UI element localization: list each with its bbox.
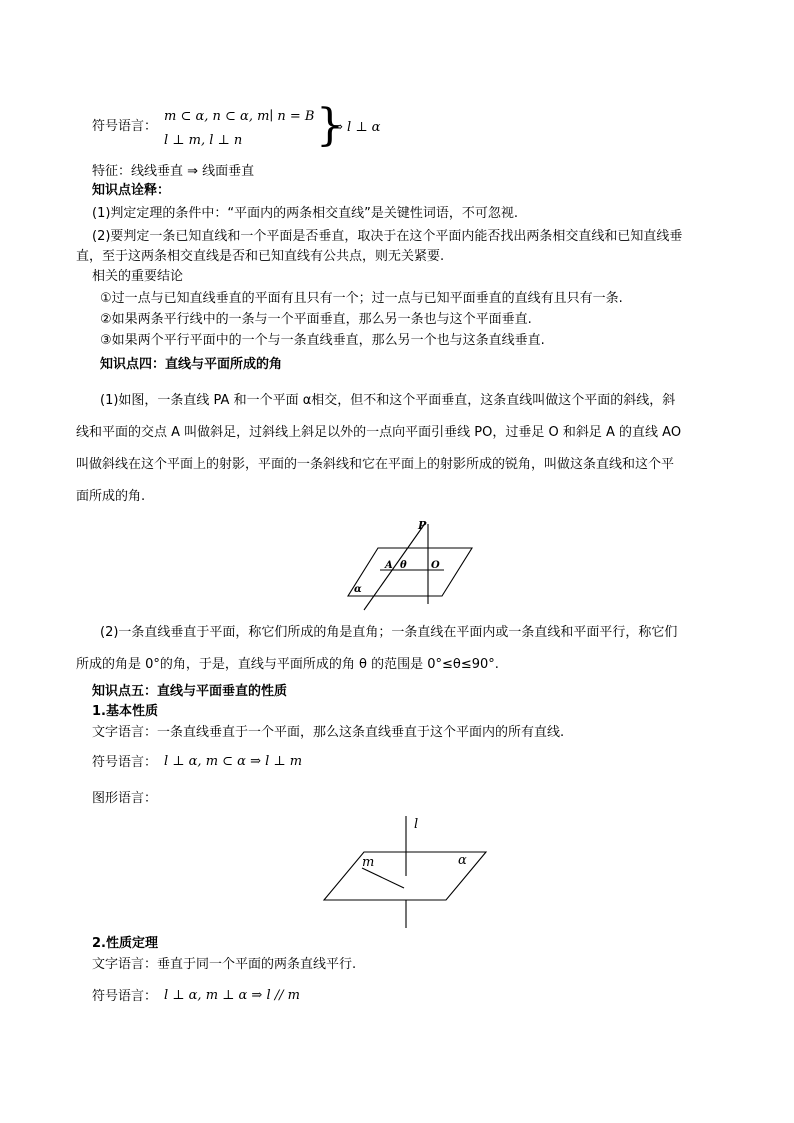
kp4-paragraph-1-line-3: 叫做斜线在这个平面上的射影，平面的一条斜线和它在平面上的射影所成的锐角，叫做这条直线和这个平 — [76, 457, 675, 472]
kp4-paragraph-2-line-2: 所成的角是 0°的角，于是，直线与平面所成的角 θ 的范围是 0°≤θ≤90°. — [76, 657, 499, 672]
right-brace-icon: } — [316, 100, 344, 151]
label-p: P — [418, 519, 427, 532]
theorem-symbol-label: 符号语言： — [92, 989, 158, 1004]
kp4-paragraph-1-line-4: 面所成的角. — [76, 489, 146, 504]
label-o: O — [431, 560, 440, 571]
basic-property-text: 文字语言：一条直线垂直于一个平面，那么这条直线垂直于这个平面内的所有直线. — [92, 725, 565, 740]
basic-property-title: 1.基本性质 — [92, 704, 158, 719]
figure-language-label: 图形语言： — [92, 791, 158, 806]
label-alpha: α — [458, 853, 467, 868]
label-l: l — [414, 817, 419, 832]
theorem-text: 文字语言：垂直于同一个平面的两条直线平行. — [92, 957, 357, 972]
feature-line: 特征：线线垂直 ⇒ 线面垂直 — [92, 164, 255, 179]
label-a: A — [385, 560, 393, 571]
kp4-paragraph-1-line-2: 线和平面的交点 A 叫做斜足，过斜线上斜足以外的一点向平面引垂线 PO，过垂足 O 和斜足 A 的直线 AO — [76, 425, 682, 440]
symbol-condition-2: l ⊥ m, l ⊥ n — [164, 133, 243, 148]
theorem-title: 2.性质定理 — [92, 936, 158, 951]
symbol-result: ⇒ l ⊥ α — [332, 120, 381, 135]
label-theta: θ — [400, 560, 407, 571]
label-m: m — [362, 855, 375, 870]
explain-item-2-line-1: (2)要判定一条已知直线和一个平面是否垂直，取决于在这个平面内能否找出两条相交直线和已知直线垂 — [92, 229, 683, 244]
kp4-paragraph-1-line-1: (1)如图，一条直线 PA 和一个平面 α相交，但不和这个平面垂直，这条直线叫做这个平面的斜线，斜 — [100, 393, 676, 408]
line-perpendicular-plane-figure — [320, 812, 492, 932]
conclusion-2: ②如果两条平行线中的一条与一个平面垂直，那么另一条也与这个平面垂直. — [100, 312, 532, 327]
kp5-title: 知识点五：直线与平面垂直的性质 — [92, 684, 288, 699]
plane-alpha-parallelogram — [348, 548, 472, 596]
label-alpha: α — [354, 584, 362, 595]
conclusion-title: 相关的重要结论 — [92, 269, 184, 284]
conclusion-3: ③如果两个平行平面中的一个与一条直线垂直，那么另一个也与这条直线垂直. — [100, 333, 545, 348]
kp4-title: 知识点四：直线与平面所成的角 — [100, 357, 283, 372]
symbol-condition-1: m ⊂ α, n ⊂ α, m∣ n = B — [164, 109, 315, 124]
explain-item-2-line-2: 直，至于这两条相交直线是否和已知直线有公共点，则无关紧要. — [76, 249, 445, 264]
explain-item-1: (1)判定定理的条件中：“平面内的两条相交直线”是关键性词语，不可忽视. — [92, 206, 519, 221]
symbol-label: 符号语言： — [92, 119, 158, 134]
theorem-symbol-formula: l ⊥ α, m ⊥ α ⇒ l // m — [164, 988, 300, 1003]
basic-symbol-label: 符号语言： — [92, 755, 158, 770]
conclusion-1: ①过一点与已知直线垂直的平面有且只有一个；过一点与已知平面垂直的直线有且只有一条. — [100, 291, 623, 306]
oblique-line-pa — [364, 522, 426, 610]
kp4-paragraph-2-line-1: (2)一条直线垂直于平面，称它们所成的角是直角；一条直线在平面内或一条直线和平面平行，称它们 — [100, 625, 678, 640]
line-m — [362, 868, 404, 888]
explain-title: 知识点诠释： — [92, 183, 171, 198]
basic-symbol-formula: l ⊥ α, m ⊂ α ⇒ l ⊥ m — [164, 754, 303, 769]
line-plane-angle-figure — [340, 512, 480, 612]
